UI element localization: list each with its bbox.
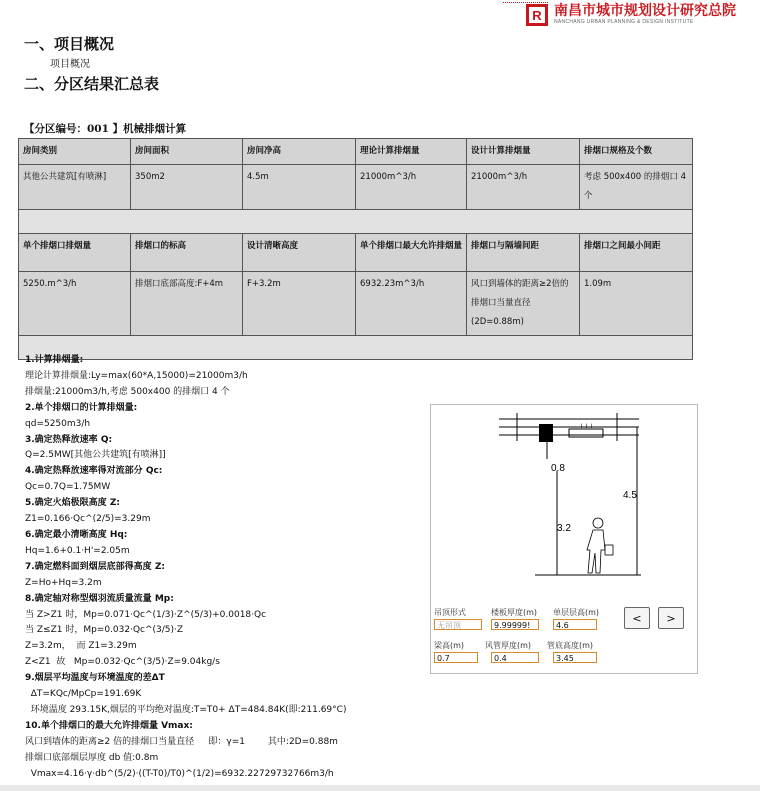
value-cell: 1.09m [580, 272, 693, 336]
bottom-toolbar-strip [0, 785, 760, 791]
calc-line: Vmax=4.16·γ·db^(5/2)·((T-T0)/T0)^(1/2)=6932.22729732766m3/h [25, 768, 334, 779]
calc-line: 风口到墙体的距离≥2 倍的排烟口当量直径 即：γ=1 其中:2D=0.88m [25, 736, 338, 747]
beam-height-field[interactable]: 0.7 [434, 652, 478, 663]
value-cell: 风口到墙体的距离≥2倍的排烟口当量直径(2D=0.88m) [467, 272, 580, 336]
smoke-diagram-panel [430, 404, 698, 674]
label-duct-height: 管底高度(m) [547, 641, 594, 650]
calc-step-heading: 10.单个排烟口的最大允许排烟量 Vmax: [25, 720, 193, 731]
label-beam-thickness: 楼板厚度(m) [491, 608, 538, 617]
calc-line: Z=Ho+Hq=3.2m [25, 577, 102, 588]
calc-line: Hq=1.6+0.1·H'=2.05m [25, 545, 130, 556]
duct-height-field[interactable]: 3.45 [553, 652, 597, 663]
value-cell: F+3.2m [243, 272, 356, 336]
header-cell: 单个排烟口排烟量 [19, 234, 131, 272]
calc-line: Z1=0.166·Qc^(2/5)=3.29m [25, 514, 151, 525]
header-cell: 设计计算排烟量 [467, 139, 580, 165]
calc-line: 排烟口底部烟层厚度 db 值:0.8m [25, 752, 159, 763]
logo-title-cn: 南昌市城市规划设计研究总院 [554, 3, 736, 19]
value-cell: 6932.23m^3/h [356, 272, 467, 336]
calc-step-heading: 2.单个排烟口的计算排烟量: [25, 402, 138, 413]
calc-line: 理论计算排烟量:Ly=max(60*A,15000)=21000m3/h [25, 370, 248, 381]
calculation-steps [25, 353, 425, 782]
logo-icon: R [526, 4, 548, 26]
value-cell: 考虑 500x400 的排烟口 4 个 [580, 165, 693, 210]
beam [539, 424, 553, 442]
value-cell: 350m2 [131, 165, 243, 210]
person-figure [587, 518, 613, 573]
value-cell: 21000m^3/h [356, 165, 467, 210]
calc-step-heading: 3.确定热释放速率 Q: [25, 434, 113, 445]
dim-4-5-label: 4.5 [623, 490, 637, 501]
table-title: 【分区编号：001 】机械排烟计算 [24, 123, 187, 135]
institute-logo [526, 4, 736, 26]
calc-line: 当 Z>Z1 时，Mp=0.071·Qc^(1/3)·Z^(5/3)+0.0018·Qc [25, 609, 267, 620]
calc-line: Z=3.2m， 而 Z1=3.29m [25, 641, 137, 652]
header-cell: 房间面积 [131, 139, 243, 165]
calc-line: Qc=0.7Q=1.75MW [25, 482, 111, 493]
calc-step-heading: 7.确定燃料面到烟层底部得高度 Z: [25, 561, 165, 572]
header-cell: 房间净高 [243, 139, 356, 165]
duct-thickness-field[interactable]: 0.4 [491, 652, 539, 663]
value-cell: 排烟口底部高度:F+4m [131, 272, 243, 336]
header-cell: 排烟口与隔墙间距 [467, 234, 580, 272]
value-cell: 5250.m^3/h [19, 272, 131, 336]
calc-step-heading: 1.计算排烟量: [25, 355, 84, 365]
table-blank-row [19, 210, 693, 234]
calc-line: qd=5250m3/h [25, 418, 91, 429]
calc-step-heading: 6.确定最小清晰高度 Hq: [25, 529, 128, 540]
label-beam-height: 梁高(m) [434, 641, 465, 650]
ceiling-type-field[interactable]: 无吊顶 [434, 619, 482, 630]
prev-button[interactable]: < [624, 607, 650, 629]
section-1-heading: 一、项目概况 [24, 35, 115, 53]
calc-step-heading: 9.烟层平均温度与环境温度的差ΔT [25, 673, 165, 684]
calc-line: 当 Z≤Z1 时，Mp=0.032·Qc^(3/5)·Z [25, 625, 184, 636]
value-cell: 其他公共建筑[有喷淋] [19, 165, 131, 210]
table-header-row-1 [19, 139, 693, 165]
calc-step-heading: 8.确定轴对称型烟羽流质量流量 Mp: [25, 593, 174, 604]
header-cell: 设计清晰高度 [243, 234, 356, 272]
header-cell: 排烟口规格及个数 [580, 139, 693, 165]
dim-3-2-label: 3.2 [557, 523, 571, 534]
beam-thickness-field[interactable]: 9.99999! [491, 619, 539, 630]
floor-height-field[interactable]: 4.6 [553, 619, 597, 630]
calc-line: ΔT=KQc/MpCp=191.69K [25, 689, 142, 700]
header-cell: 单个排烟口最大允许排烟量 [356, 234, 467, 272]
label-duct-thickness: 风管厚度(m) [485, 641, 532, 650]
logo-title-en: NANCHANG URBAN PLANNING & DESIGN INSTITUTE [554, 19, 694, 25]
label-floor-height: 单层层高(m) [553, 608, 600, 617]
calc-line: 排烟量:21000m3/h,考虑 500x400 的排烟口 4 个 [25, 386, 230, 397]
header-cell: 排烟口之间最小间距 [580, 234, 693, 272]
section-2-heading: 二、分区结果汇总表 [24, 75, 160, 93]
table-header-row-2 [19, 234, 693, 272]
value-cell: 4.5m [243, 165, 356, 210]
calc-line: Q=2.5MW[其他公共建筑[有喷淋]] [25, 450, 166, 461]
header-cell: 排烟口的标高 [131, 234, 243, 272]
calc-step-heading: 5.确定火焰极限高度 Z: [25, 498, 120, 509]
header-cell: 房间类别 [19, 139, 131, 165]
calc-step-heading: 4.确定热释放速率得对流部分 Qc: [25, 466, 163, 477]
vent-arrows: ↓↓↓ [579, 423, 595, 430]
dim-0-8-label: 0.8 [551, 463, 565, 474]
header-cell: 理论计算排烟量 [356, 139, 467, 165]
table-row-2 [19, 272, 693, 336]
next-button[interactable]: > [658, 607, 684, 629]
value-cell: 21000m^3/h [467, 165, 580, 210]
label-ceiling-type: 吊顶形式 [434, 608, 466, 617]
table-row-1 [19, 165, 693, 210]
section-1-text: 项目概况 [50, 59, 90, 70]
section-diagram [431, 405, 697, 673]
result-table [18, 138, 693, 360]
calc-line: 环境温度 293.15K,烟层的平均绝对温度:T=T0+ ΔT=484.84K(即:211.69°C) [25, 704, 347, 715]
calc-line: Z<Z1 故 Mp=0.032·Qc^(3/5)·Z=9.04kg/s [25, 657, 220, 668]
duct [569, 429, 603, 437]
